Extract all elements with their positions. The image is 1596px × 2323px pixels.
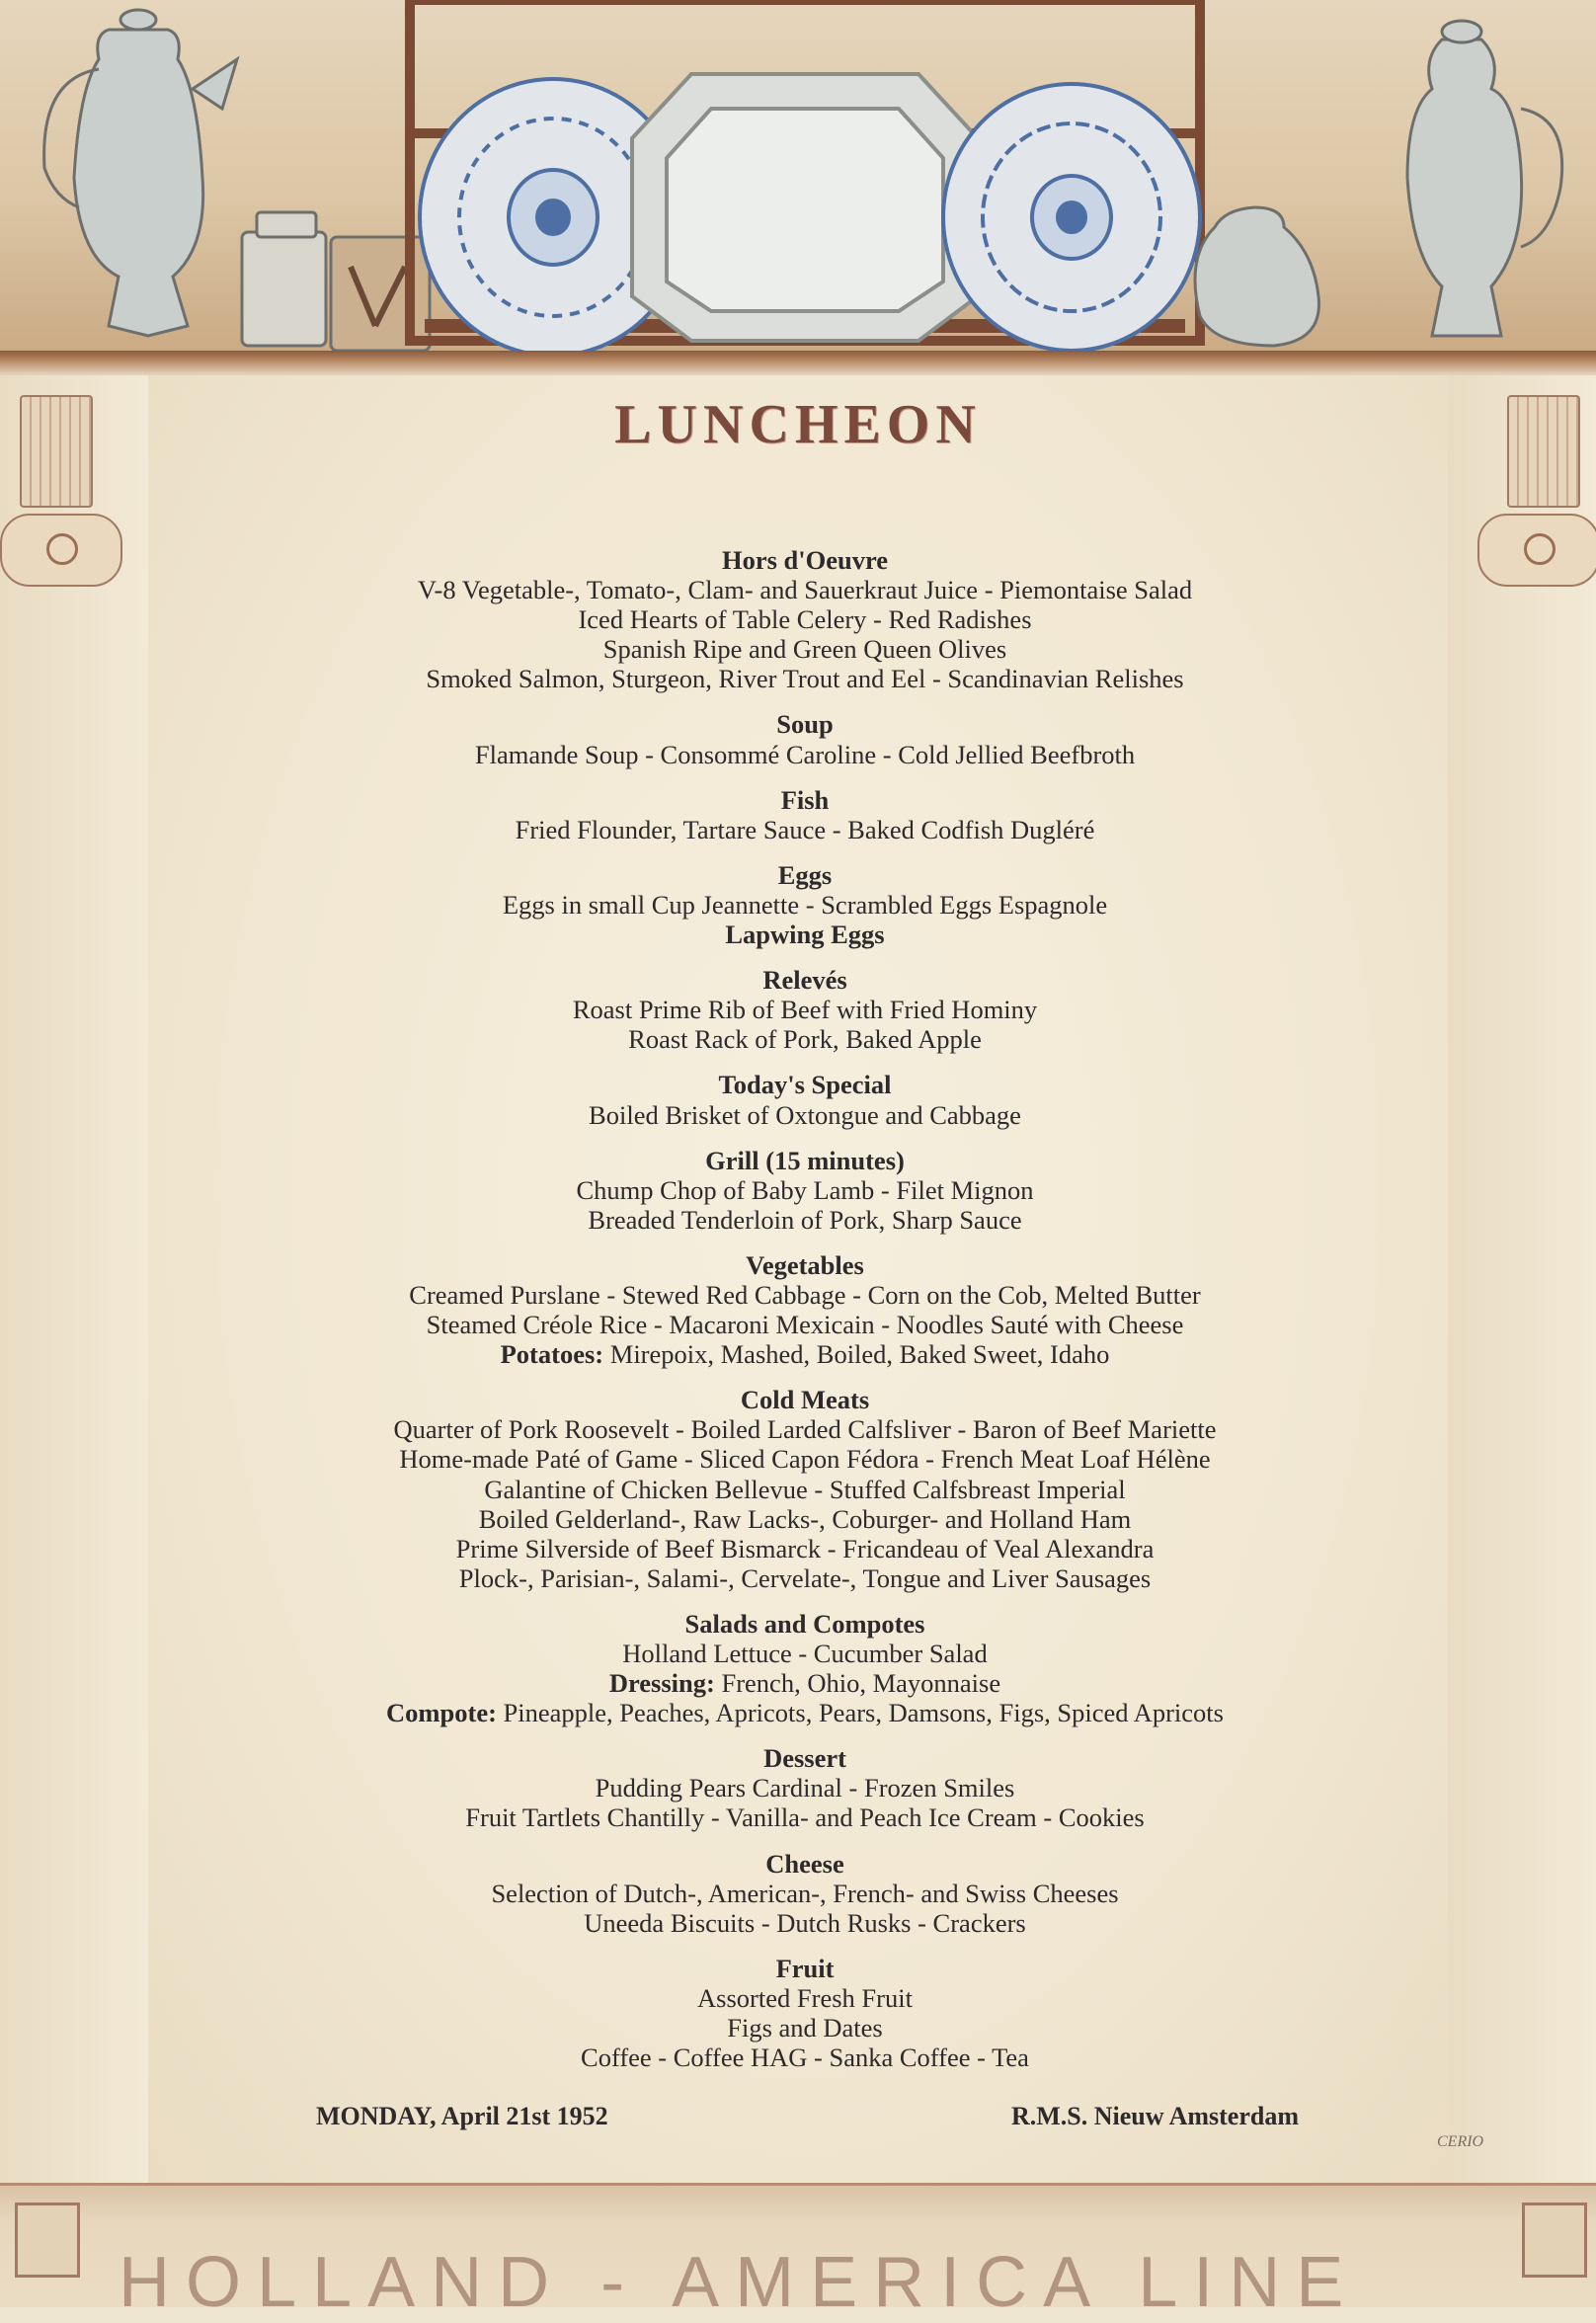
menu-item-line: Fried Flounder, Tartare Sauce - Baked Codfish Dugléré xyxy=(515,814,1095,844)
menu-section xyxy=(247,785,1363,844)
menu-section xyxy=(247,860,1363,949)
labeled-menu-line xyxy=(247,1339,1363,1369)
labeled-menu-line xyxy=(247,1698,1363,1727)
menu-section xyxy=(247,1250,1363,1369)
labeled-menu-line xyxy=(247,1668,1363,1698)
section-title: Fish xyxy=(780,784,830,815)
artist-signature: CERIO xyxy=(1437,2133,1484,2150)
menu-section xyxy=(247,1385,1363,1593)
menu-item-line: Roast Prime Rib of Beef with Fried Hominy xyxy=(572,995,1038,1025)
menu-item-line: Creamed Purslane - Stewed Red Cabbage - Corn on the Cob, Melted Butter xyxy=(409,1279,1201,1310)
menu-item-line: Eggs in small Cup Jeannette - Scrambled Eggs Espagnole xyxy=(502,889,1108,920)
blue-plate-right xyxy=(943,84,1200,351)
menu-item-line: Smoked Salmon, Sturgeon, River Trout and Eel - Scandinavian Relishes xyxy=(426,664,1184,694)
line-label: Potatoes: xyxy=(500,1339,604,1370)
menu-section xyxy=(247,1609,1363,1727)
menu-item-line: Assorted Fresh Fruit xyxy=(697,1982,913,2013)
section-title: Fruit xyxy=(775,1953,835,1983)
menu-item-line: Fruit Tartlets Chantilly - Vanilla- and Peach Ice Cream - Cookies xyxy=(465,1802,1145,1833)
left-ewer-illustration xyxy=(44,10,237,336)
menu-section xyxy=(247,1743,1363,1832)
menu-item-line: Uneeda Biscuits - Dutch Rusks - Crackers xyxy=(584,1907,1026,1938)
menu-section xyxy=(247,1849,1363,1938)
menu-item-line: Figs and Dates xyxy=(727,2013,883,2043)
left-frame-pilaster xyxy=(0,375,151,2183)
menu-item-line: Iced Hearts of Table Celery - Red Radishes xyxy=(578,604,1032,635)
menu-item-line: Pudding Pears Cardinal - Frozen Smiles xyxy=(595,1773,1015,1803)
menu-section xyxy=(247,1070,1363,1129)
menu-item-line: Selection of Dutch-, American-, French- and Swiss Cheeses xyxy=(491,1878,1119,1908)
section-title: Soup xyxy=(776,709,834,740)
menu-section xyxy=(247,709,1363,768)
ship-name: R.M.S. Nieuw Amsterdam xyxy=(1010,2102,1299,2130)
left-scroll-capital xyxy=(0,514,122,587)
menu-item-line: V-8 Vegetable-, Tomato-, Clam- and Sauerkraut Juice - Piemontaise Salad xyxy=(417,575,1193,605)
menu-item-line: Flamande Soup - Consommé Caroline - Cold Jellied Beefbroth xyxy=(474,739,1136,769)
silver-tray xyxy=(632,74,978,341)
menu-item-line: Spanish Ripe and Green Queen Olives xyxy=(602,634,1007,665)
menu-section xyxy=(247,1954,1363,2072)
menu-item-line: Coffee - Coffee HAG - Sanka Coffee - Tea xyxy=(581,2043,1029,2073)
section-title: Dessert xyxy=(763,1743,846,1774)
line-text: Pineapple, Peaches, Apricots, Pears, Damsons, Figs, Spiced Apricots xyxy=(496,1698,1224,1728)
section-title: Salads and Compotes xyxy=(684,1608,925,1639)
section-title: Relevés xyxy=(762,965,847,996)
section-title: Cheese xyxy=(765,1848,844,1879)
menu-item-line: Roast Rack of Pork, Baked Apple xyxy=(628,1024,982,1055)
line-label: Dressing: xyxy=(608,1668,715,1699)
menu-item-line: Steamed Créole Rice - Macaroni Mexicain - Noodles Sauté with Cheese xyxy=(426,1310,1184,1340)
menu-item-line: Galantine of Chicken Bellevue - Stuffed Calfsbreast Imperial xyxy=(484,1474,1126,1504)
section-title: Eggs xyxy=(777,859,833,890)
menu-date: MONDAY, April 21st 1952 xyxy=(316,2102,608,2130)
right-frame-pilaster xyxy=(1445,375,1596,2183)
line-label: Compote: xyxy=(386,1698,497,1728)
menu-item-line: Holland Lettuce - Cucumber Salad xyxy=(622,1639,988,1668)
menu-item-line: Chump Chop of Baby Lamb - Filet Mignon xyxy=(576,1174,1034,1205)
menu-item-line: Home-made Paté of Game - Sliced Capon Fédora - French Meat Loaf Hélène xyxy=(399,1444,1211,1475)
header-illustration xyxy=(0,0,1596,360)
menu-section xyxy=(247,965,1363,1054)
section-title: Vegetables xyxy=(746,1249,864,1280)
menu-item-line: Plock-, Parisian-, Salami-, Cervelate-, Tongue and Liver Sausages xyxy=(458,1562,1152,1593)
page-title: LUNCHEON xyxy=(614,394,982,455)
menu-item-line: Breaded Tenderloin of Pork, Sharp Sauce xyxy=(588,1204,1022,1235)
line-text: Mirepoix, Mashed, Boiled, Baked Sweet, Idaho xyxy=(603,1339,1110,1370)
shelf xyxy=(0,351,1596,376)
shipping-line-name: HOLLAND - AMERICA LINE xyxy=(119,2243,1360,2322)
section-title: Today's Special xyxy=(718,1070,892,1100)
section-title: Grill (15 minutes) xyxy=(705,1145,905,1175)
section-title: Hors d'Oeuvre xyxy=(721,545,889,575)
menu-section xyxy=(247,545,1363,693)
menu-item-line: Boiled Brisket of Oxtongue and Cabbage xyxy=(589,1099,1021,1130)
menu-footer xyxy=(316,2102,1299,2131)
menu-item-line: Quarter of Pork Roosevelt - Boiled Larded Calfsliver - Baron of Beef Mariette xyxy=(393,1414,1217,1445)
left-corner-ornament xyxy=(15,2203,80,2278)
menu-item-line: Boiled Gelderland-, Raw Lacks-, Coburger- and Holland Ham xyxy=(478,1503,1132,1534)
line-text: French, Ohio, Mayonnaise xyxy=(714,1668,1001,1699)
menu-item-line: Prime Silverside of Beef Bismarck - Fricandeau of Veal Alexandra xyxy=(455,1533,1155,1563)
section-title: Cold Meats xyxy=(740,1385,870,1415)
right-jug-illustration xyxy=(1195,21,1562,346)
menu-section xyxy=(247,1146,1363,1235)
left-tin-illustration xyxy=(242,212,430,351)
menu-body xyxy=(247,545,1363,2088)
right-scroll-capital xyxy=(1477,514,1596,587)
menu-item-bold: Lapwing Eggs xyxy=(725,920,885,950)
